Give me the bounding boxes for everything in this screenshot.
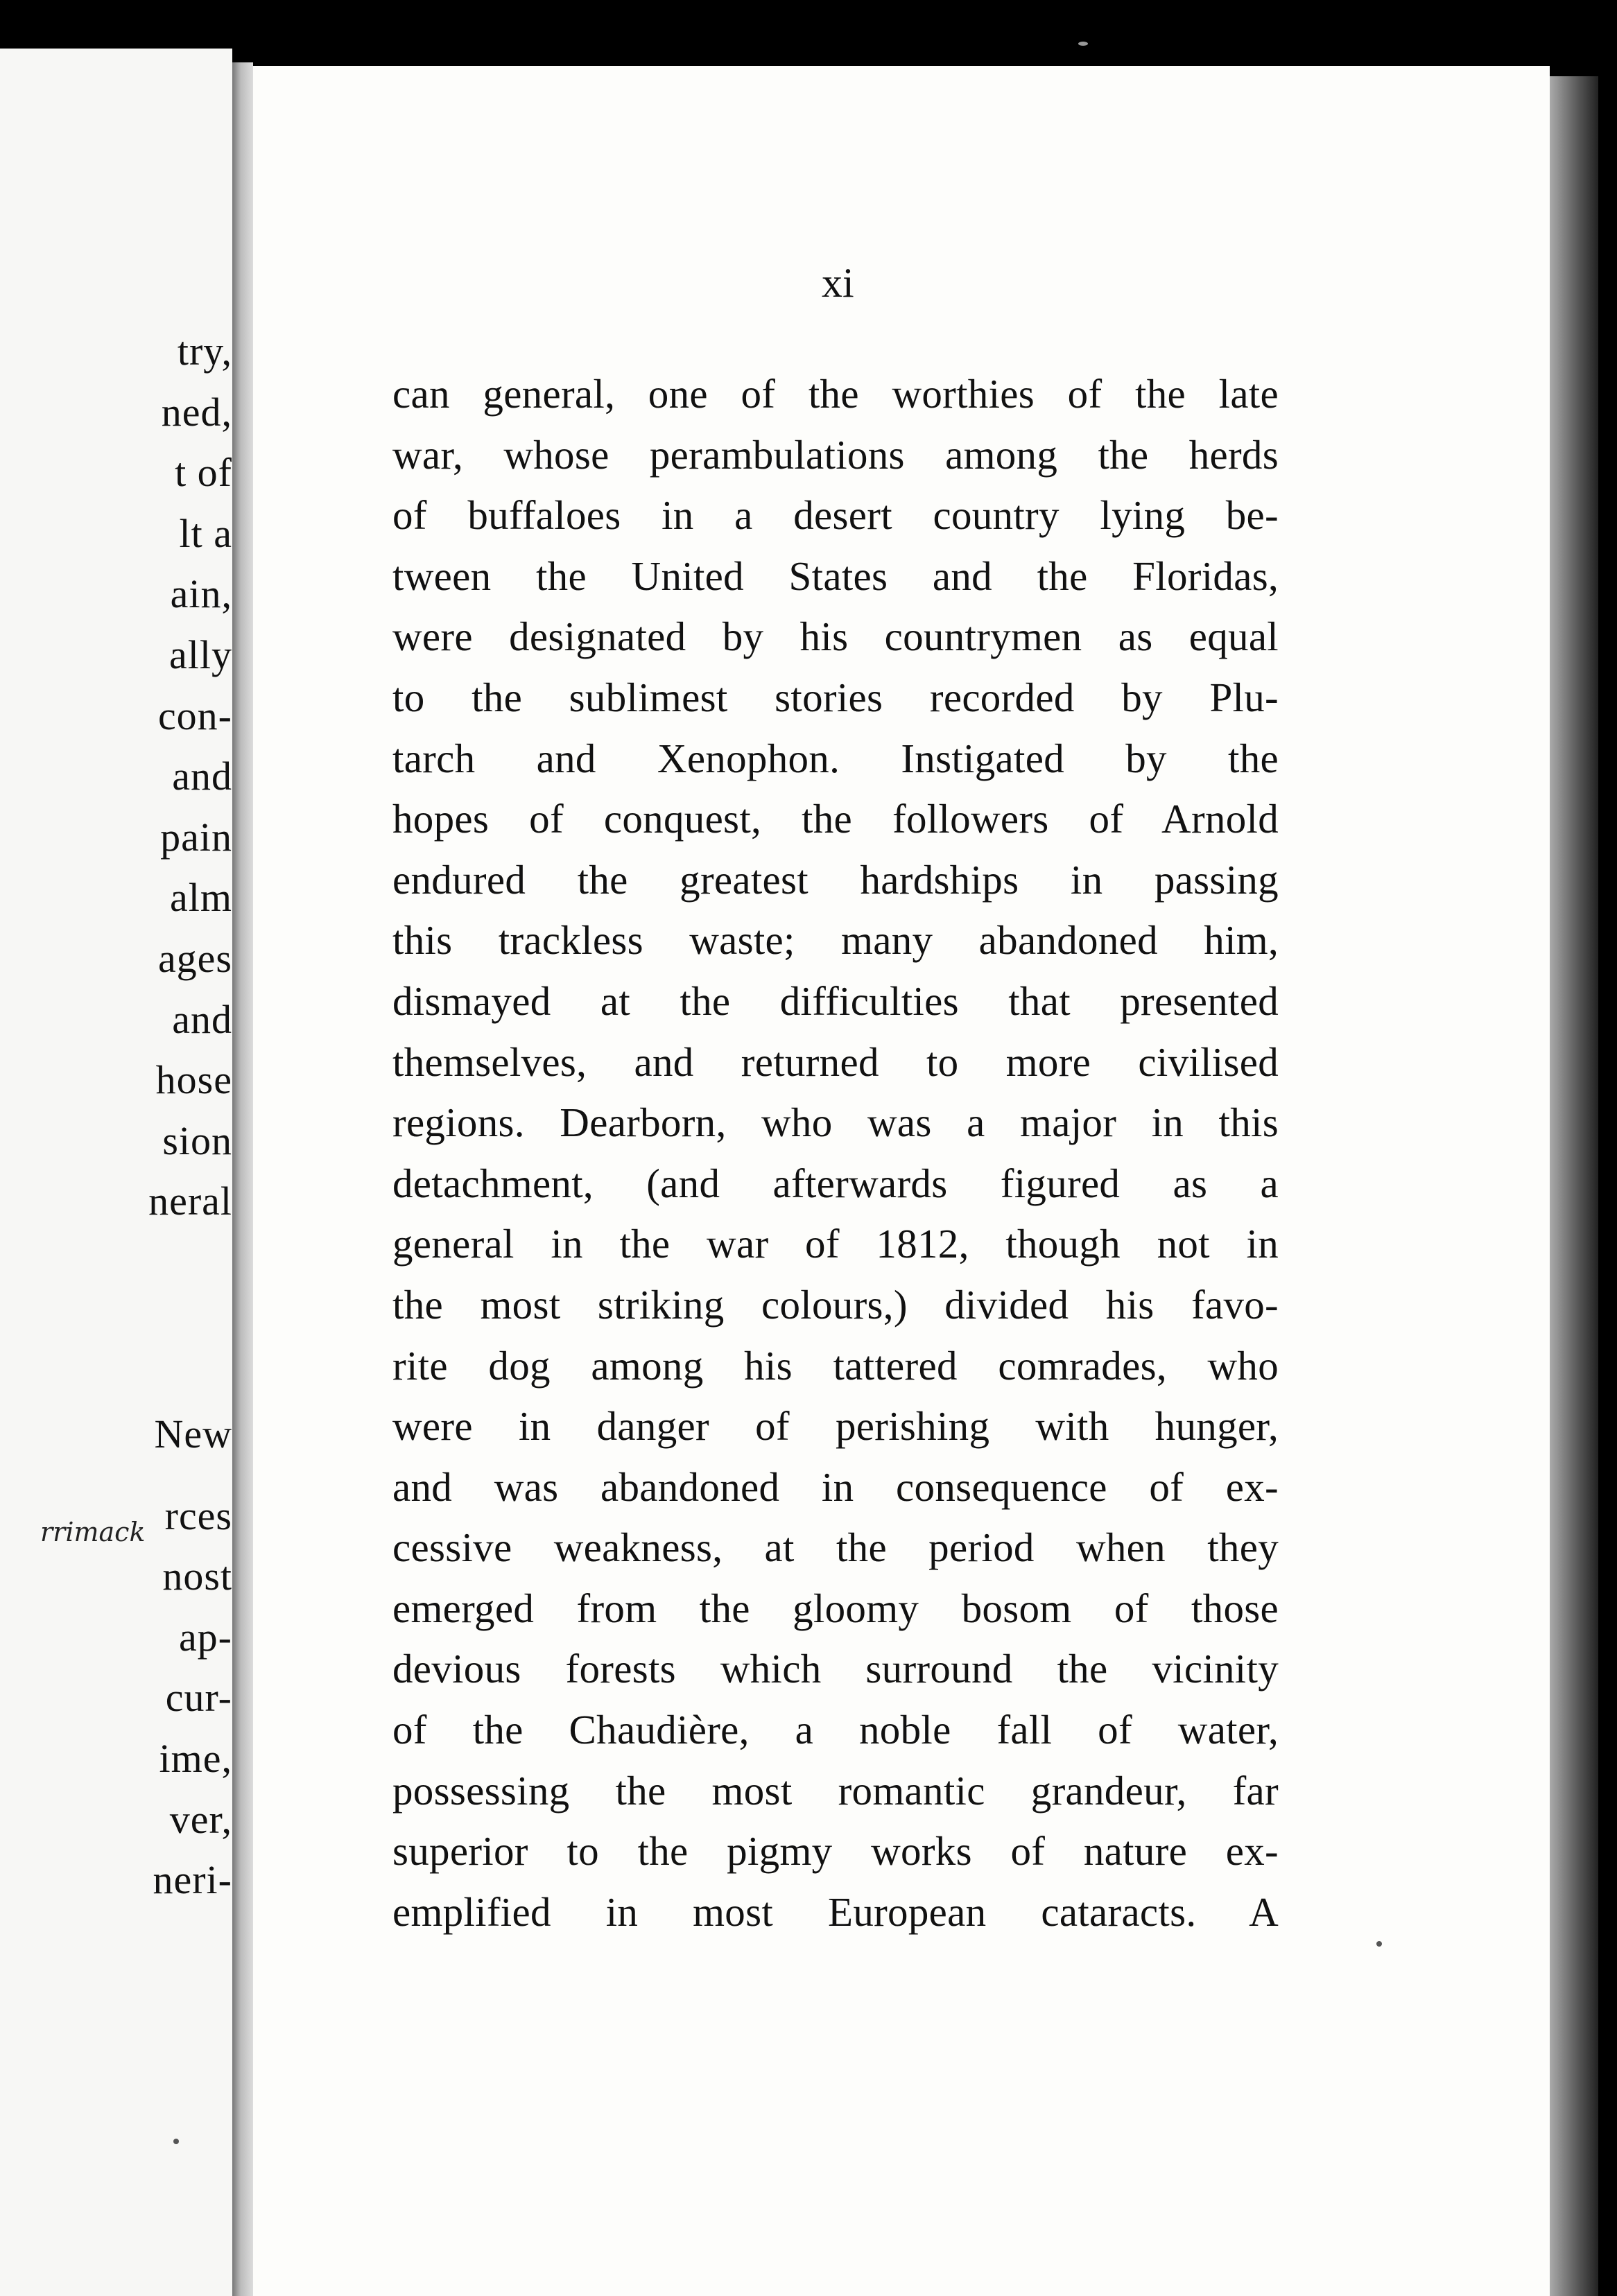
text-line: detachment, (and afterwards figured as a xyxy=(392,1160,1279,1206)
dust-speck xyxy=(173,2139,179,2144)
body-text xyxy=(392,364,1279,1942)
text-line: themselves, and returned to more civilised xyxy=(392,1038,1279,1085)
text-line: regions. Dearborn, who was a major in this xyxy=(392,1099,1279,1146)
text-line: devious forests which surround the vicinity xyxy=(392,1646,1279,1692)
book-gutter xyxy=(232,62,253,2296)
text-line: of buffaloes in a desert country lying be- xyxy=(392,492,1279,539)
text-line: this trackless waste; many abandoned him, xyxy=(392,917,1279,964)
page-number: xi xyxy=(822,260,854,306)
left-text-line: neral xyxy=(148,1179,232,1224)
left-text-line: lt a xyxy=(179,510,232,556)
left-text-line: try, xyxy=(177,329,232,374)
left-text-line: ap- xyxy=(178,1614,232,1660)
text-line: endured the greatest hardships in passing xyxy=(392,856,1279,903)
left-text-line: rces xyxy=(164,1493,232,1538)
handwritten-annotation: rrimack xyxy=(40,1517,146,1547)
text-line: possessing the most romantic grandeur, far xyxy=(392,1767,1279,1814)
left-text-line: ally xyxy=(169,632,232,677)
left-text-line: sion xyxy=(162,1117,232,1163)
text-line: can general, one of the worthies of the late xyxy=(392,371,1279,417)
text-line: war, whose perambulations among the herds xyxy=(392,431,1279,478)
left-text-line: alm xyxy=(170,875,232,921)
left-text-line: cur- xyxy=(165,1675,232,1721)
text-line: cessive weakness, at the period when they xyxy=(392,1524,1279,1571)
left-text-line: ver, xyxy=(169,1796,232,1842)
text-line: rite dog among his tattered comrades, who xyxy=(392,1342,1279,1389)
page-edge-shadow xyxy=(1550,76,1598,2296)
left-page-fragment xyxy=(0,49,232,2296)
left-text-line: pain xyxy=(160,814,232,860)
text-line: emplified in most European cataracts. A xyxy=(392,1888,1279,1935)
left-text-line: ain, xyxy=(170,571,232,617)
text-line: general in the war of 1812, though not in xyxy=(392,1221,1279,1267)
left-text-line: ages xyxy=(157,936,232,981)
text-line: and was abandoned in consequence of ex- xyxy=(392,1463,1279,1510)
left-text-line: neri- xyxy=(153,1857,232,1903)
text-line: dismayed at the difficulties that presented xyxy=(392,977,1279,1024)
dust-speck xyxy=(1078,42,1088,46)
left-text-line: and xyxy=(172,996,232,1042)
text-line: the most striking colours,) divided his favo- xyxy=(392,1281,1279,1328)
left-text-line: t of xyxy=(175,450,232,496)
text-line: tween the United States and the Floridas, xyxy=(392,553,1279,599)
left-text-line: and xyxy=(172,754,232,799)
dust-speck xyxy=(1376,1941,1382,1947)
left-text-line: New xyxy=(154,1411,232,1456)
text-line: of the Chaudière, a noble fall of water, xyxy=(392,1707,1279,1753)
left-text-line: con- xyxy=(157,693,232,738)
text-line: superior to the pigmy works of nature ex- xyxy=(392,1828,1279,1875)
text-line: to the sublimest stories recorded by Plu- xyxy=(392,674,1279,720)
text-line: emerged from the gloomy bosom of those xyxy=(392,1585,1279,1631)
left-text-line: ime, xyxy=(159,1736,232,1781)
text-line: were in danger of perishing with hunger, xyxy=(392,1403,1279,1450)
text-line: were designated by his countrymen as equal xyxy=(392,614,1279,660)
text-line: hopes of conquest, the followers of Arnold xyxy=(392,796,1279,842)
left-text-line: hose xyxy=(155,1057,232,1103)
left-text-line: nost xyxy=(162,1554,232,1599)
left-text-line: ned, xyxy=(161,389,232,435)
text-line: tarch and Xenophon. Instigated by the xyxy=(392,735,1279,781)
